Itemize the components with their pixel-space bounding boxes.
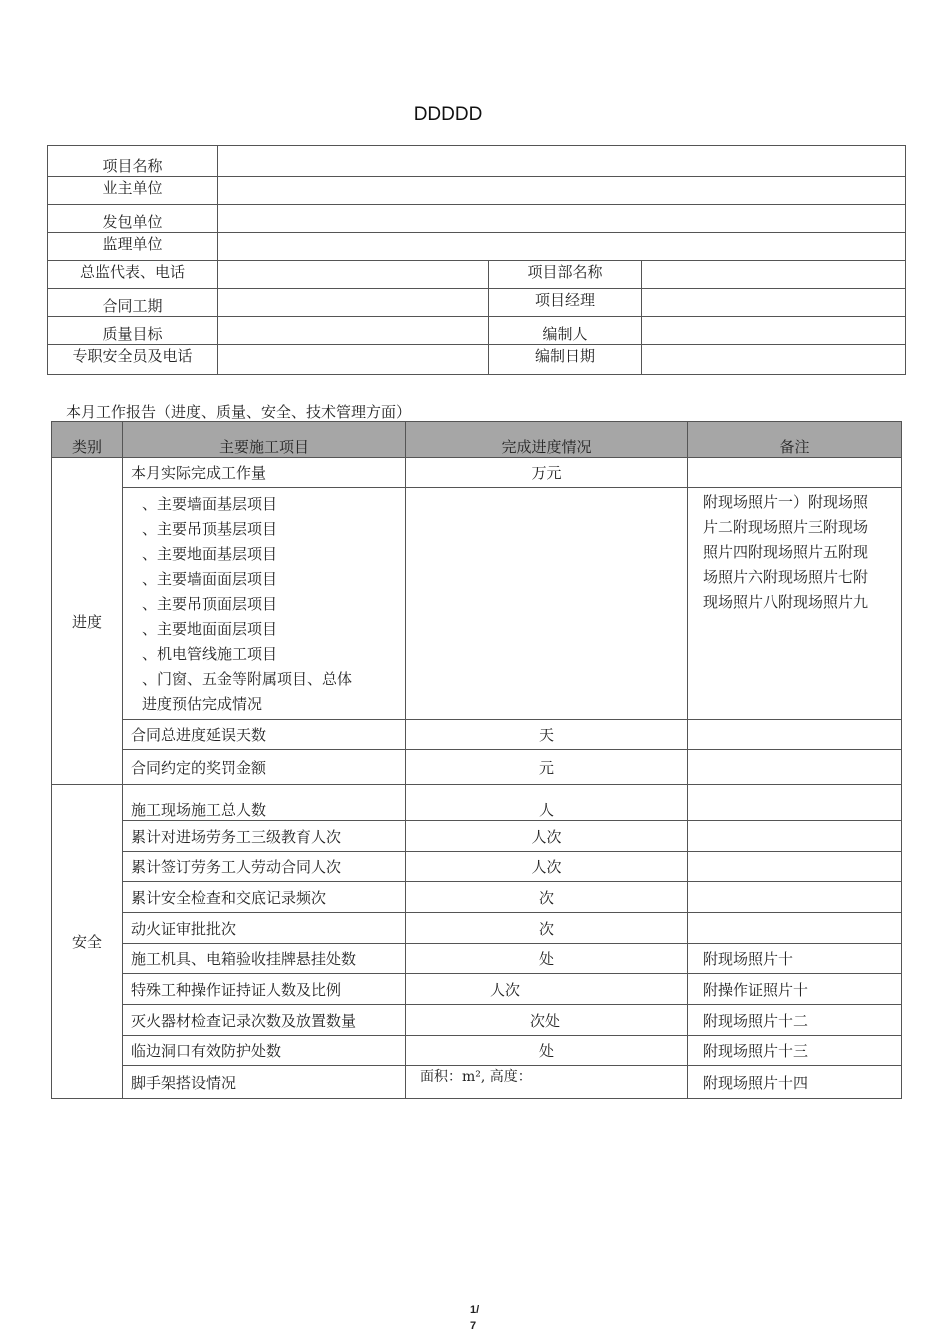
safety-value[interactable]: 面积：m², 高度： [406, 1066, 688, 1099]
project-name-value[interactable] [218, 146, 906, 177]
section-title: 本月工作报告（进度、质量、安全、技术管理方面） [66, 403, 412, 421]
progress-item-1: 本月实际完成工作量 [123, 458, 406, 488]
progress-sub-value[interactable] [406, 488, 688, 720]
progress-item-3: 合同总进度延误天数 [123, 720, 406, 750]
chief-rep-label: 总监代表、电话 [48, 261, 218, 289]
safety-note[interactable]: 附现场照片十三 [688, 1036, 902, 1066]
note-line: 现场照片八附现场照片九 [703, 593, 869, 611]
date-value[interactable] [642, 345, 906, 375]
manager-value[interactable] [642, 289, 906, 317]
note-line: 片二附现场照片三附现场 [703, 518, 869, 536]
chief-rep-value[interactable] [218, 261, 489, 289]
progress-value-1[interactable]: 万元 [406, 458, 688, 488]
safety-value[interactable]: 人 [406, 785, 688, 821]
page-number-total: 7 [470, 1320, 477, 1332]
safety-item: 施工机具、电箱验收挂牌悬挂处数 [123, 944, 406, 974]
safety-value[interactable]: 处 [406, 944, 688, 974]
page-number-current: 1/ [470, 1304, 480, 1316]
safety-item: 累计签订劳务工人劳动合同人次 [123, 852, 406, 882]
progress-value-3[interactable]: 天 [406, 720, 688, 750]
list-item: 、主要吊顶基层项目 [142, 520, 278, 538]
safety-item: 脚手架搭设情况 [123, 1066, 406, 1099]
author-label: 编制人 [489, 317, 642, 345]
list-item: 、主要地面面层项目 [142, 620, 278, 638]
author-value[interactable] [642, 317, 906, 345]
note-line: 场照片六附现场照片七附 [703, 568, 869, 586]
header-remarks: 备注 [688, 422, 902, 458]
progress-item-4: 合同约定的奖罚金额 [123, 750, 406, 785]
safety-value[interactable]: 次处 [406, 1005, 688, 1036]
owner-value[interactable] [218, 177, 906, 205]
category-progress: 进度 [52, 458, 123, 785]
note-line: 照片四附现场照片五附现 [703, 543, 869, 561]
project-info-table [47, 145, 906, 375]
progress-note-3[interactable] [688, 720, 902, 750]
safety-value[interactable]: 次 [406, 913, 688, 944]
safety-note[interactable] [688, 785, 902, 821]
manager-label: 项目经理 [489, 289, 642, 317]
safety-item: 特殊工种操作证持证人数及比例 [123, 974, 406, 1005]
progress-value-4[interactable]: 元 [406, 750, 688, 785]
safety-item: 临边洞口有效防护处数 [123, 1036, 406, 1066]
dept-name-label: 项目部名称 [489, 261, 642, 289]
document-title: DDDDD [413, 104, 483, 125]
safety-officer-label: 专职安全员及电话 [48, 345, 218, 375]
list-item: 、主要墙面基层项目 [142, 495, 278, 513]
dept-name-value[interactable] [642, 261, 906, 289]
safety-value[interactable]: 人次 [406, 821, 688, 852]
safety-value[interactable]: 次 [406, 882, 688, 913]
supervisor-value[interactable] [218, 233, 906, 261]
page-number [470, 1302, 479, 1334]
safety-value[interactable]: 处 [406, 1036, 688, 1066]
safety-note[interactable]: 附操作证照片十 [688, 974, 902, 1005]
header-item: 主要施工项目 [123, 422, 406, 458]
list-item: 、门窗、五金等附属项目、总体 [142, 670, 353, 688]
safety-item: 累计安全检查和交底记录频次 [123, 882, 406, 913]
period-label: 合同工期 [48, 289, 218, 317]
list-item: 、主要地面基层项目 [142, 545, 278, 563]
period-value[interactable] [218, 289, 489, 317]
list-item: 、机电管线施工项目 [142, 645, 278, 663]
list-item: 、主要吊顶面层项目 [142, 595, 278, 613]
progress-note-4[interactable] [688, 750, 902, 785]
safety-item: 动火证审批批次 [123, 913, 406, 944]
safety-note[interactable] [688, 821, 902, 852]
monthly-report-table [51, 421, 902, 1099]
safety-officer-value[interactable] [218, 345, 489, 375]
category-safety: 安全 [52, 785, 123, 1099]
safety-note[interactable]: 附现场照片十二 [688, 1005, 902, 1036]
safety-note[interactable] [688, 913, 902, 944]
progress-sub-items [123, 488, 406, 720]
safety-note[interactable]: 附现场照片十 [688, 944, 902, 974]
list-item: 进度预估完成情况 [142, 695, 263, 713]
list-item: 、主要墙面面层项目 [142, 570, 278, 588]
project-name-label: 项目名称 [48, 146, 218, 177]
note-line: 附现场照片一）附现场照 [703, 493, 869, 511]
safety-note[interactable] [688, 852, 902, 882]
safety-value[interactable]: 人次 [406, 974, 688, 1005]
safety-item: 累计对进场劳务工三级教育人次 [123, 821, 406, 852]
header-category: 类别 [52, 422, 123, 458]
quality-label: 质量目标 [48, 317, 218, 345]
contractor-label: 发包单位 [48, 205, 218, 233]
progress-sub-note[interactable] [688, 488, 902, 720]
safety-value[interactable]: 人次 [406, 852, 688, 882]
safety-item: 施工现场施工总人数 [123, 785, 406, 821]
date-label: 编制日期 [489, 345, 642, 375]
contractor-value[interactable] [218, 205, 906, 233]
owner-label: 业主单位 [48, 177, 218, 205]
safety-item: 灭火器材检查记录次数及放置数量 [123, 1005, 406, 1036]
progress-note-1[interactable] [688, 458, 902, 488]
header-progress: 完成进度情况 [406, 422, 688, 458]
supervisor-label: 监理单位 [48, 233, 218, 261]
quality-value[interactable] [218, 317, 489, 345]
safety-note[interactable]: 附现场照片十四 [688, 1066, 902, 1099]
safety-note[interactable] [688, 882, 902, 913]
